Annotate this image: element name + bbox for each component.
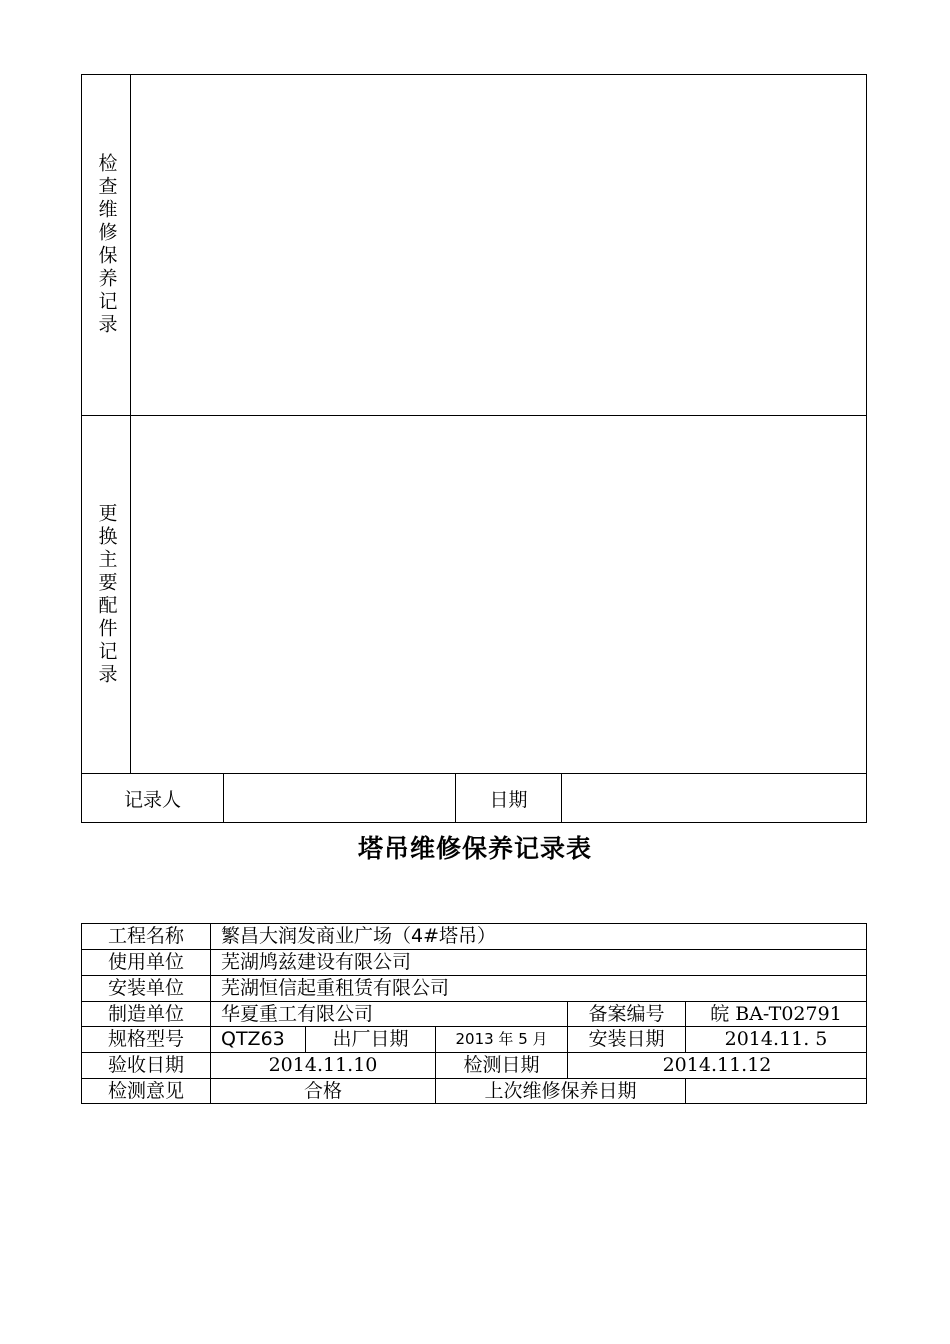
install-date-label: 安装日期 xyxy=(568,1027,686,1052)
parts-label-cell xyxy=(82,416,131,773)
manufacturer-label: 制造单位 xyxy=(82,1002,211,1026)
user-unit-value: 芜湖鸠兹建设有限公司 xyxy=(221,951,412,973)
parts-row xyxy=(82,416,866,774)
page-title: 塔吊维修保养记录表 xyxy=(357,834,592,863)
test-opinion-label: 检测意见 xyxy=(82,1079,211,1103)
model-value: QTZ63 xyxy=(211,1027,306,1052)
table-row xyxy=(82,1079,866,1103)
record-no-label: 备案编号 xyxy=(568,1002,686,1026)
table-row xyxy=(82,924,866,950)
date-label: 日期 xyxy=(456,774,562,822)
date-value xyxy=(562,774,866,822)
table-row xyxy=(82,1027,866,1053)
install-unit-label: 安装单位 xyxy=(82,976,211,1001)
table-row xyxy=(82,1002,866,1027)
project-name-label: 工程名称 xyxy=(82,924,211,949)
acceptance-date-value: 2014.11.10 xyxy=(211,1053,436,1078)
inspection-label-cell xyxy=(82,75,131,415)
factory-date-value: 2013 年 5 月 xyxy=(436,1027,568,1052)
recorder-row xyxy=(82,774,866,822)
model-label: 规格型号 xyxy=(82,1027,211,1052)
inspection-row xyxy=(82,75,866,416)
table-row xyxy=(82,976,866,1002)
factory-date-label: 出厂日期 xyxy=(306,1027,436,1052)
manufacturer-value: 华夏重工有限公司 xyxy=(211,1002,568,1026)
project-name-value: 繁昌大润发商业广场（4#塔吊） xyxy=(221,925,497,947)
maintenance-record-table xyxy=(81,74,867,823)
install-unit-value: 芜湖恒信起重租赁有限公司 xyxy=(221,977,450,999)
inspection-label: 检查维修保养记录 xyxy=(95,153,118,337)
inspection-content xyxy=(131,75,866,415)
last-maintenance-label: 上次维修保养日期 xyxy=(436,1079,686,1103)
table-row xyxy=(82,1053,866,1079)
recorder-label: 记录人 xyxy=(82,774,224,822)
install-date-value: 2014.11. 5 xyxy=(724,1028,828,1050)
record-no-value: 皖 BA-T02791 xyxy=(710,1003,842,1025)
crane-info-table xyxy=(81,923,867,1104)
acceptance-date-label: 验收日期 xyxy=(82,1053,211,1078)
table-row xyxy=(82,950,866,976)
parts-label: 更换主要配件记录 xyxy=(95,502,118,687)
test-date-label: 检测日期 xyxy=(436,1053,568,1078)
user-unit-label: 使用单位 xyxy=(82,950,211,975)
test-date-value: 2014.11.12 xyxy=(662,1054,772,1076)
last-maintenance-value xyxy=(686,1079,866,1103)
recorder-value xyxy=(224,774,456,822)
parts-content xyxy=(131,416,866,773)
test-opinion-value: 合格 xyxy=(211,1079,436,1103)
